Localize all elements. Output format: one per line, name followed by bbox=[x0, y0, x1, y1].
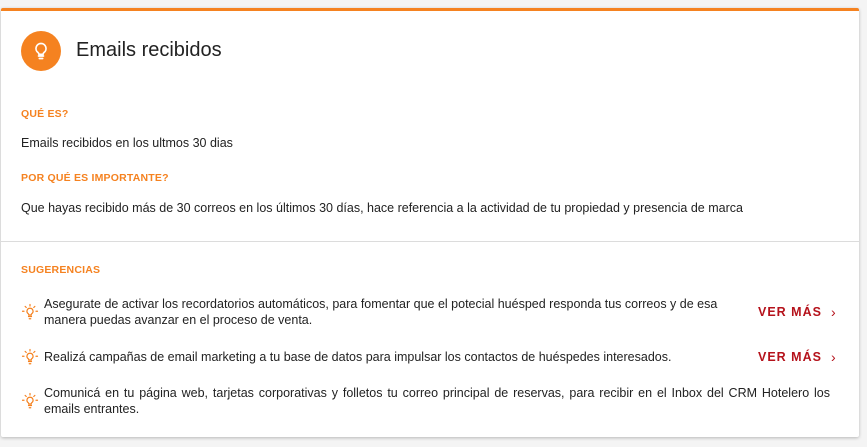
suggestion-item bbox=[21, 348, 841, 366]
section-divider bbox=[1, 241, 859, 242]
sugerencias-label: SUGERENCIAS bbox=[21, 264, 101, 276]
card-header bbox=[1, 11, 859, 91]
chevron-right-icon: › bbox=[830, 349, 837, 365]
lightbulb-outline-icon bbox=[21, 348, 39, 366]
chevron-right-icon: › bbox=[830, 304, 837, 320]
suggestion-text: Comunicá en tu página web, tarjetas corporativas y folletos tu correo principal de reservas, para recibir en el Inbox del CRM Hotelero los emails entrantes. bbox=[44, 386, 830, 416]
que-es-label: QUÉ ES? bbox=[21, 108, 69, 120]
suggestion-item bbox=[21, 385, 841, 417]
que-es-text: Emails recibidos en los ultmos 30 dias bbox=[21, 136, 233, 150]
suggestion-item bbox=[21, 296, 841, 328]
por-que-label: POR QUÉ ES IMPORTANTE? bbox=[21, 172, 169, 184]
lightbulb-outline-icon bbox=[21, 303, 39, 321]
por-que-text: Que hayas recibido más de 30 correos en los últimos 30 días, hace referencia a la actividad de tu propiedad y presencia de marca bbox=[21, 201, 743, 215]
ver-mas-label: VER MÁS bbox=[758, 305, 822, 319]
card-title: Emails recibidos bbox=[76, 39, 222, 61]
ver-mas-link[interactable] bbox=[758, 304, 837, 320]
metric-card bbox=[1, 8, 859, 437]
lightbulb-outline-icon bbox=[21, 392, 39, 410]
suggestion-text: Asegurate de activar los recordatorios automáticos, para fomentar que el potecial huésped responda tus correos y de esa manera puedas avanzar en el proceso de venta. bbox=[44, 297, 718, 327]
lightbulb-icon bbox=[21, 31, 61, 71]
ver-mas-link[interactable] bbox=[758, 349, 837, 365]
suggestion-text: Realizá campañas de email marketing a tu base de datos para impulsar los contactos de huéspedes interesados. bbox=[44, 350, 672, 364]
ver-mas-label: VER MÁS bbox=[758, 350, 822, 364]
